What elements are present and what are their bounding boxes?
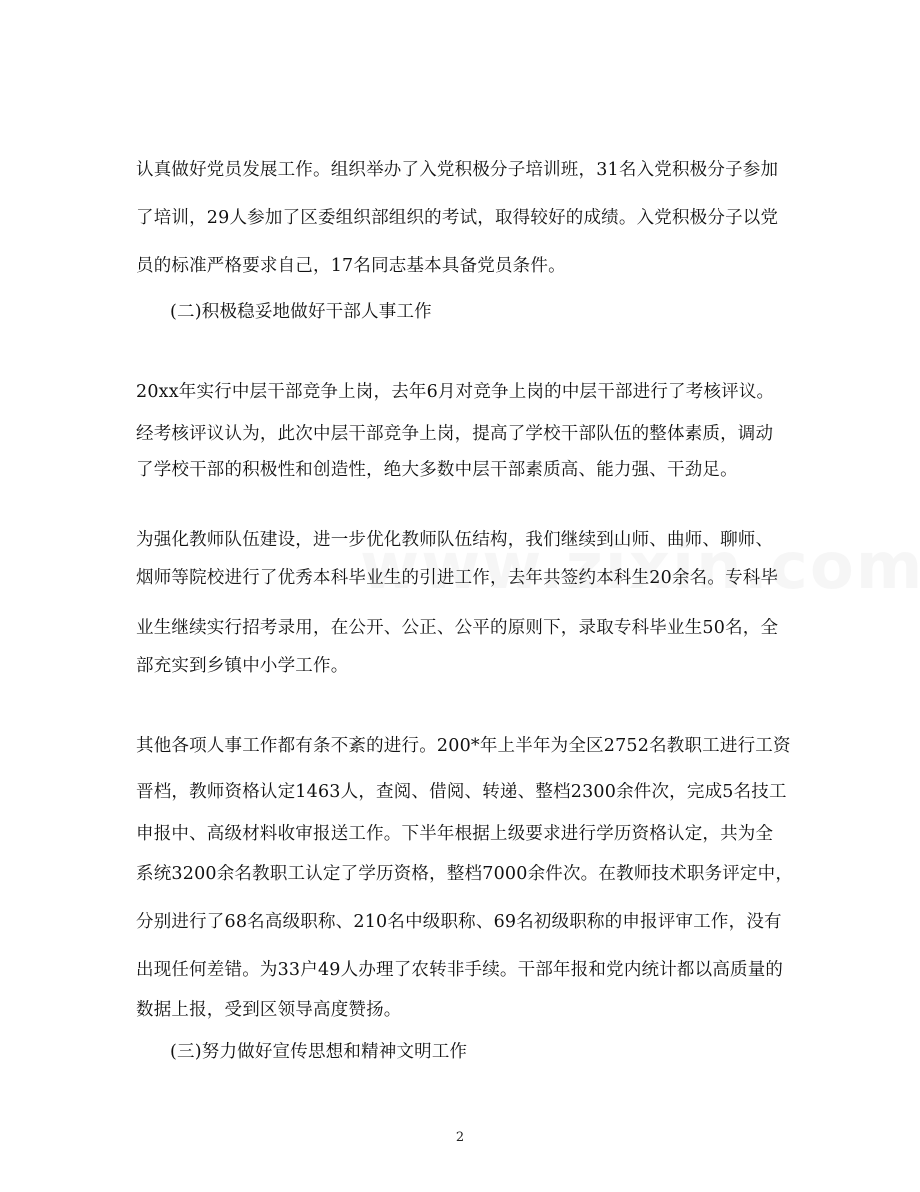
body-line: 烟师等院校进行了优秀本科毕业生的引进工作，去年共签约本科生20余名。专科毕: [136, 568, 779, 588]
body-line: 为强化教师队伍建设，进一步优化教师队伍结构，我们继续到山师、曲师、聊师、: [136, 530, 774, 550]
body-line: 分别进行了68名高级职称、210名中级职称、69名初级职称的申报评审工作，没有: [136, 912, 782, 932]
section-heading: (三)努力做好宣传思想和精神文明工作: [170, 1042, 468, 1062]
body-line: 经考核评议认为，此次中层干部竞争上岗，提高了学校干部队伍的整体素质，调动: [136, 424, 774, 444]
body-line: 认真做好党员发展工作。组织举办了入党积极分子培训班，31名入党积极分子参加: [136, 160, 779, 180]
body-line: 系统3200余名教职工认定了学历资格，整档7000余件次。在教师技术职务评定中，: [136, 864, 794, 884]
body-line: 20xx年实行中层干部竞争上岗，去年6月对竞争上岗的中层干部进行了考核评议。: [136, 382, 775, 402]
body-line: 出现任何差错。为33户49人办理了农转非手续。干部年报和党内统计都以高质量的: [136, 960, 784, 980]
body-line: 部充实到乡镇中小学工作。: [136, 656, 349, 676]
page-number: 2: [455, 1130, 465, 1145]
body-line: 业生继续实行招考录用，在公开、公正、公平的原则下，录取专科毕业生50名，全: [136, 618, 779, 638]
body-line: 其他各项人事工作都有条不紊的进行。200*年上半年为全区2752名教职工进行工资: [136, 736, 791, 756]
body-line: 了培训，29人参加了区委组织部组织的考试，取得较好的成绩。入党积极分子以党: [136, 208, 779, 228]
body-line: 数据上报，受到区领导高度赞扬。: [136, 1000, 402, 1020]
body-line: 员的标准严格要求自己，17名同志基本具备党员条件。: [136, 256, 566, 276]
section-heading: (二)积极稳妥地做好干部人事工作: [170, 302, 432, 322]
body-line: 晋档，教师资格认定1463人，查阅、借阅、转递、整档2300余件次，完成5名技工: [136, 782, 787, 802]
body-line: 申报中、高级材料收审报送工作。下半年根据上级要求进行学历资格认定，共为全: [136, 824, 774, 844]
body-line: 了学校干部的积极性和创造性，绝大多数中层干部素质高、能力强、干劲足。: [136, 460, 738, 480]
